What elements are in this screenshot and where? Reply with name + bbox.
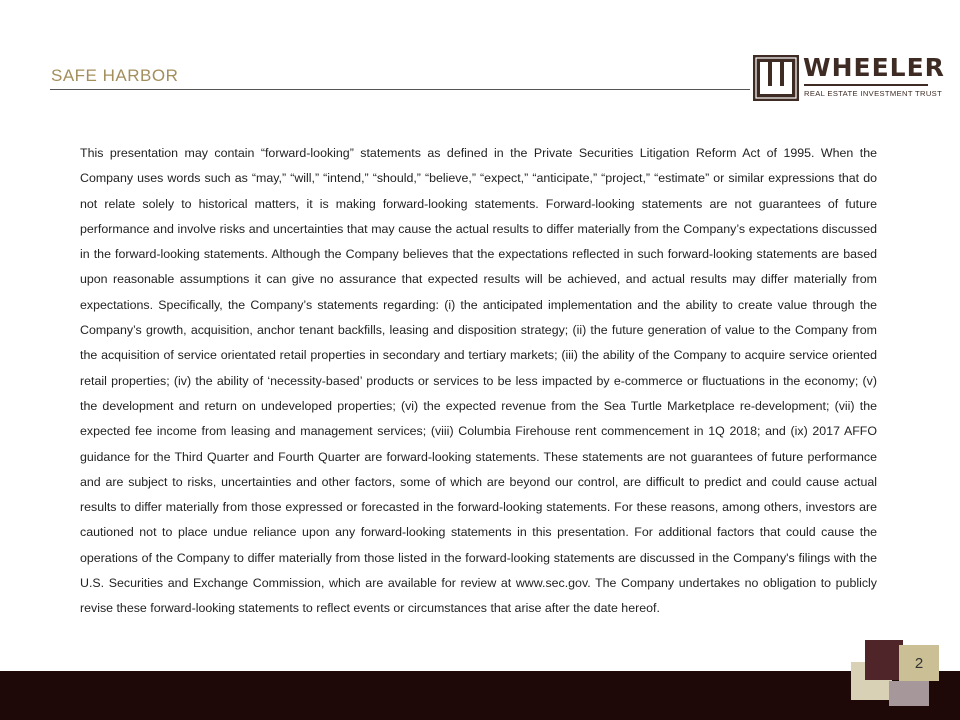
page-number: 2 bbox=[899, 645, 939, 681]
logo-divider bbox=[804, 84, 928, 86]
logo-wordmark: WHEELER bbox=[803, 53, 945, 82]
decorative-square-taupe bbox=[889, 681, 929, 706]
wheeler-logo-mark-icon bbox=[753, 55, 799, 101]
title-divider bbox=[50, 89, 750, 90]
safe-harbor-statement: This presentation may contain “forward-looking” statements as defined in the Private Securities Litigation Reform Act of 1995. When the Company uses words such as “may,” “will,” “intend,” “should,” “believe,” “expect,” “anticipate,” “project,” “estimate” or similar expressions that do not relate solely to historical matters, it is making forward-looking statements. Forward-looking statements are not guarantees of future performance and involve risks and uncertainties that may cause the actual results to differ materially from the Company’s expectations discussed in the forward-looking statements. Although the Company believes that the expectations reflected in such forward-looking statements are based upon reasonable assumptions it can give no assurance that expected results will be achieved, and actual results may differ materially from expectations. Specifically, the Company’s statements regarding: (i) the anticipated implementation and the ability to create value through the Company’s growth, acquisition, anchor tenant backfills, leasing and disposition strategy; (ii) the future generation of value to the Company from the acquisition of service orientated retail properties in secondary and tertiary markets; (iii) the ability of the Company to acquire service oriented retail properties; (iv) the ability of ‘necessity-based’ products or services to be less impacted by e-commerce or fluctuations in the economy; (v) the development and return on undeveloped properties; (vi) the expected revenue from the Sea Turtle Marketplace re-development; (vii) the expected fee income from leasing and management services; (viii) Columbia Firehouse rent commencement in 1Q 2018; and (ix) 2017 AFFO guidance for the Third Quarter and Fourth Quarter are forward-looking statements. These statements are not guarantees of future performance and are subject to risks, uncertainties and other factors, some of which are beyond our control, are difficult to predict and could cause actual results to differ materially from those expressed or forecasted in the forward-looking statements. For these reasons, among others, investors are cautioned not to place undue reliance upon any forward-looking statements in this presentation. For additional factors that could cause the operations of the Company to differ materially from those listed in the forward-looking statements are discussed in the Company's filings with the U.S. Securities and Exchange Commission, which are available for review at www.sec.gov. The Company undertakes no obligation to publicly revise these forward-looking statements to reflect events or circumstances that arise after the date hereof. bbox=[80, 146, 877, 616]
logo-tagline: REAL ESTATE INVESTMENT TRUST bbox=[804, 89, 943, 98]
footer-bar bbox=[0, 671, 960, 720]
decorative-square-maroon bbox=[865, 640, 903, 680]
wheeler-logo bbox=[753, 53, 945, 105]
slide-title: SAFE HARBOR bbox=[51, 66, 179, 85]
